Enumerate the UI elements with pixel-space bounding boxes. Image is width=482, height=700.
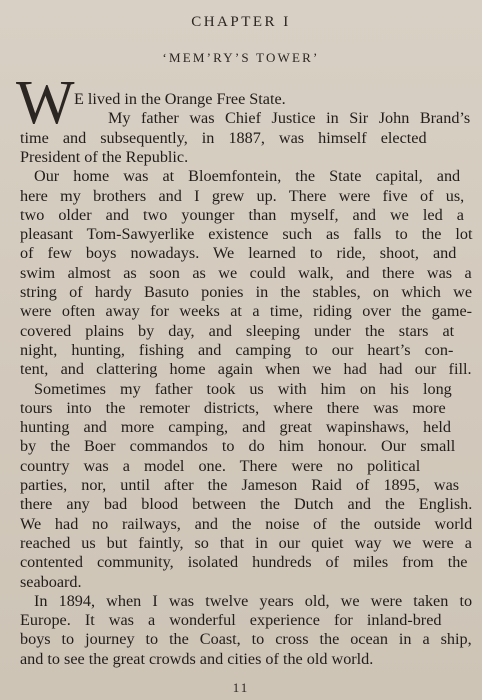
text-line: Sometimes my father took us with him on his long [34,379,452,398]
text-line: two older and two younger than myself, and we led a [20,205,464,224]
chapter-number: CHAPTER I [191,14,291,30]
text-line: there any bad blood between the Dutch and the English. [20,495,473,514]
text-line: contented community, isolated hundreds of miles from the [20,553,468,572]
text-line: tent, and clattering home again when we had had our fill. [20,360,472,379]
page-number: 11 [232,680,250,695]
text-line: hunting and more camping, and great wapinshaws, held [20,418,451,437]
text-line: swim almost as soon as we could walk, and there was a [20,263,472,282]
text-line: E lived in the Orange Free State. [74,90,286,108]
chapter-title: ‘MEM’RY’S TOWER’ [162,50,320,65]
text-line: President of the Republic. [20,147,189,166]
text-line: In 1894, when I was twelve years old, we were taken to [34,591,473,610]
text-line: of few boys nowadays. We learned to ride, shoot, and [20,244,457,263]
text-line: parties, nor, until after the Jameson Raid of 1895, was [20,476,460,494]
text-line: boys to journey to the Coast, to cross the ocean in a ship, [20,630,472,649]
text-line: were often away for weeks at a time, riding over the game- [20,302,473,321]
text-line: My father was Chief Justice in Sir John Brand’s [108,109,471,128]
text-line: by the Boer commandos to do him honour. Our small [20,437,456,456]
text-line: We had no railways, and the noise of the outside world [20,514,473,533]
text-line: covered plains by day, and sleeping under the stars at [20,321,455,340]
text-line: night, hunting, fishing and camping to our heart’s con- [20,340,454,359]
text-line: reached us but faintly, so that in our quiet way we were a [20,533,472,552]
text-line: pleasant Tom-Sawyerlike existence such as falls to the lot [20,225,473,244]
text-line: string of hardy Basuto ponies in the stables, on which we [20,283,473,301]
text-line: and to see the great crowds and cities of the old world. [20,649,374,668]
text-line: seaboard. [20,572,82,591]
text-line: Our home was at Bloemfontein, the State capital, and [34,167,461,186]
text-line: time and subsequently, in 1887, was himself elected [20,128,427,147]
text-line: tours into the remoter districts, where there was more [20,398,446,417]
text-line: country was a model one. There were no political [20,456,421,475]
drop-cap: W [16,69,73,137]
text-line: here my brothers and I grew up. There were five of us, [20,186,465,205]
text-line: Europe. It was a wonderful experience for inland-bred [20,611,442,630]
